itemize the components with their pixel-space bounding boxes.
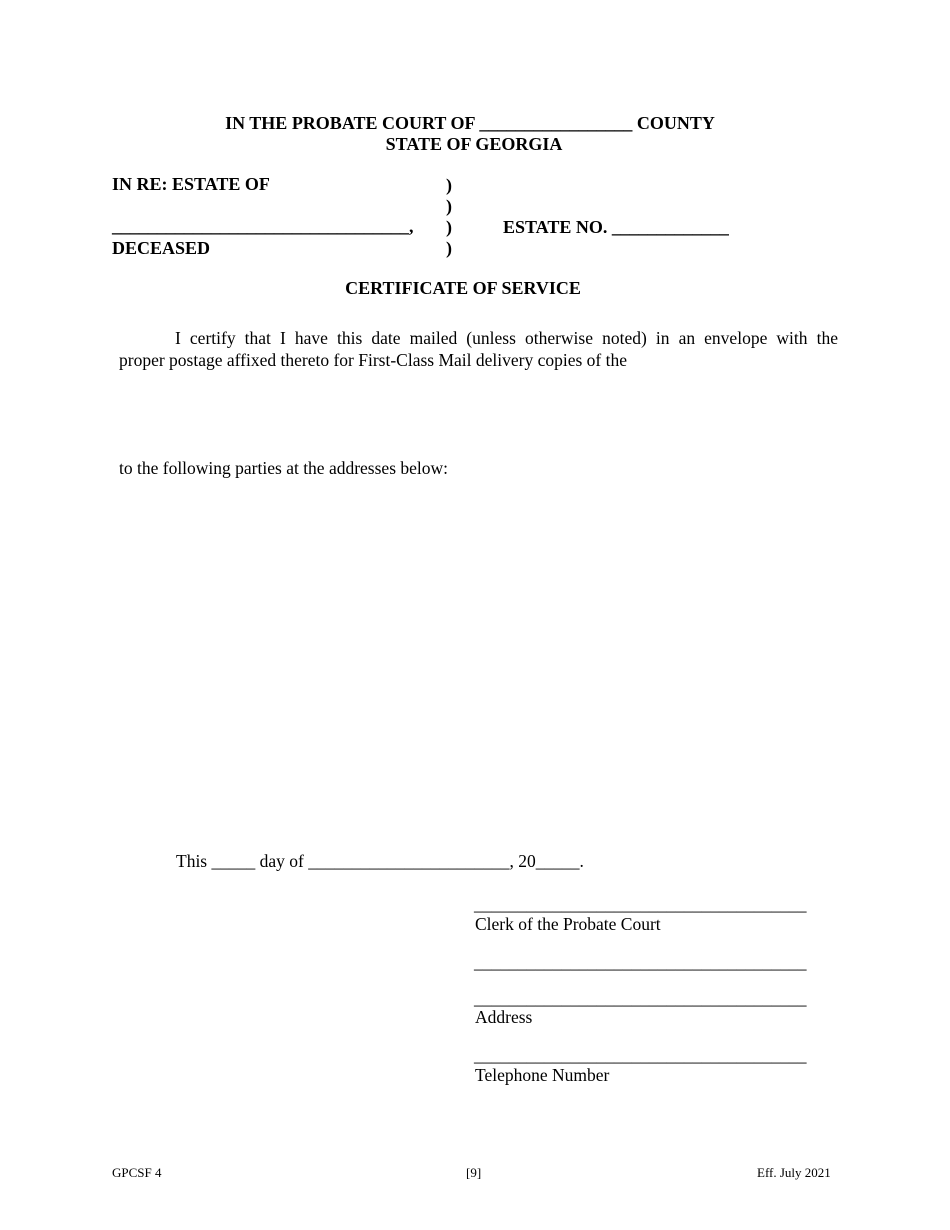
in-re-estate-label: IN RE: ESTATE OF (112, 174, 270, 194)
caption-paren: ) (446, 196, 452, 216)
form-id: GPCSF 4 (112, 1165, 162, 1180)
address-line-1[interactable]: ______________________________________ (474, 952, 807, 972)
parties-intro: to the following parties at the addresses below: (119, 458, 449, 478)
date-line[interactable]: This _____ day of _______________________, 20_____. (176, 851, 584, 871)
deceased-label: DECEASED (112, 238, 211, 258)
clerk-label: Clerk of the Probate Court (475, 914, 661, 934)
page-number: [9] (466, 1165, 482, 1180)
caption-paren: ) (446, 238, 452, 258)
address-label: Address (475, 1007, 533, 1027)
court-heading: IN THE PROBATE COURT OF _________________ COUNTY (225, 113, 715, 133)
certification-text-line-2: proper postage affixed thereto for First-Class Mail delivery copies of the (119, 350, 628, 370)
state-heading: STATE OF GEORGIA (385, 134, 563, 154)
clerk-signature-line[interactable]: ______________________________________ (474, 894, 807, 914)
certification-text-line-1: I certify that I have this date mailed (unless otherwise noted) in an envelope with the (175, 328, 838, 348)
telephone-line[interactable]: ______________________________________ (474, 1045, 807, 1065)
estate-number-field[interactable]: ESTATE NO. _____________ (503, 217, 729, 237)
telephone-label: Telephone Number (475, 1065, 610, 1085)
caption-paren: ) (446, 217, 452, 237)
address-line-2[interactable]: ______________________________________ (474, 988, 807, 1008)
caption-paren: ) (446, 175, 452, 195)
decedent-name-blank[interactable]: _________________________________, (112, 216, 414, 236)
document-title: CERTIFICATE OF SERVICE (345, 278, 581, 298)
effective-date: Eff. July 2021 (757, 1165, 831, 1180)
